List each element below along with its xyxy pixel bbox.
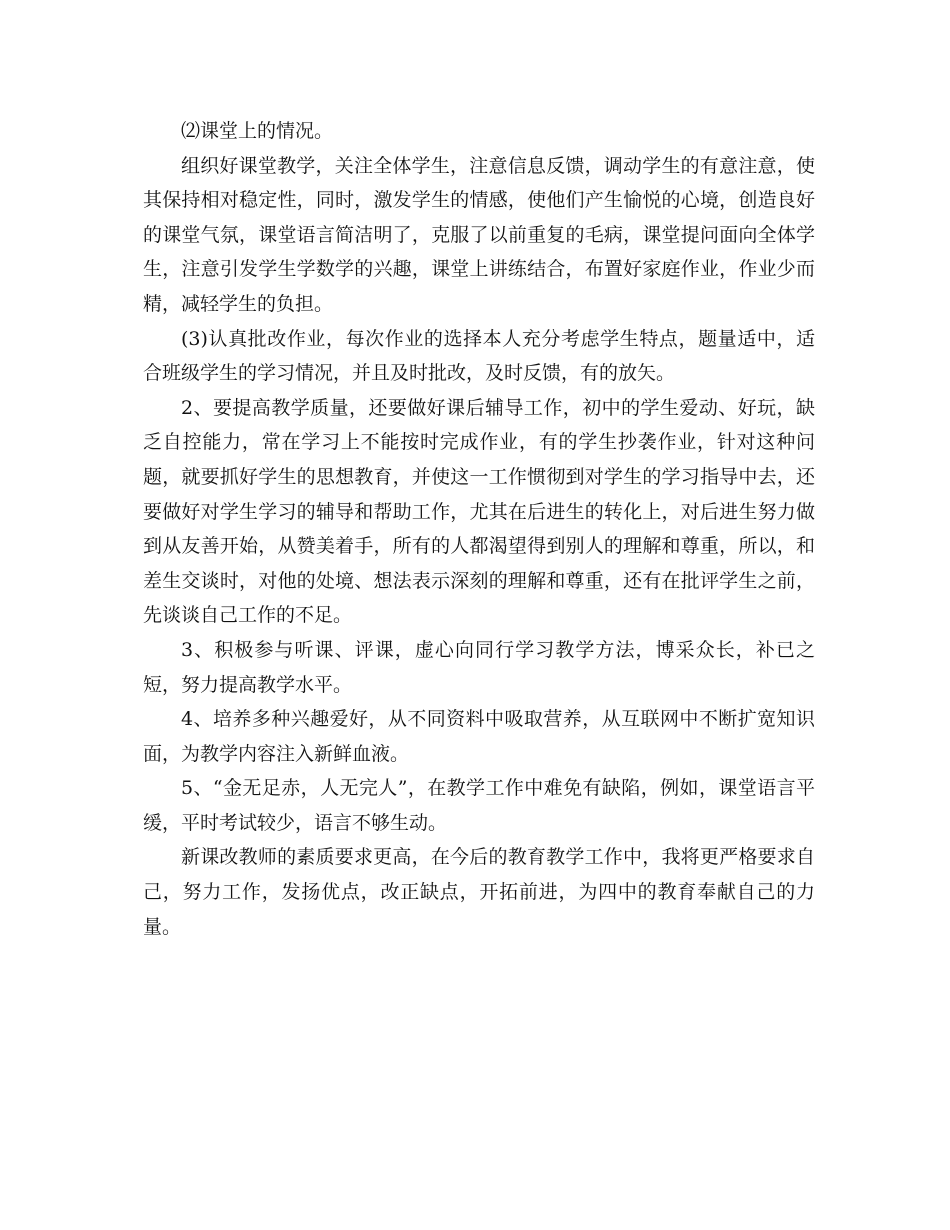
paragraph-conclusion: 新课改教师的素质要求更高，在今后的教育教学工作中，我将更严格要求自己，努力工作，发扬优点，改正缺点，开拓前进，为四中的教育奉献自己的力量。 (143, 846, 815, 938)
paragraph-organize-teaching: 组织好课堂教学，关注全体学生，注意信息反馈，调动学生的有意注意，使其保持相对稳定性，同时，激发学生的情感，使他们产生愉悦的心境，创造良好的课堂气氛，课堂语言简洁明了，克服了以前重复的毛病，课堂提问面向全体学生，注意引发学生学数学的兴趣，课堂上讲练结合，布置好家庭作业，作业少而精，减轻学生的负担。 (143, 154, 815, 315)
paragraph-peer-learning: 3、积极参与听课、评课，虚心向同行学习教学方法，博采众长，补已之短，努力提高教学水平。 (143, 638, 815, 696)
paragraph-after-class-tutoring: 2、要提高教学质量，还要做好课后辅导工作，初中的学生爱动、好玩，缺乏自控能力，常在学习上不能按时完成作业，有的学生抄袭作业，针对这种问题，就要抓好学生的思想教育，并使这一工作惯彻到对学生的学习指导中去，还要做好对学生学习的辅导和帮助工作，尤其在后进生的转化上，对后进生努力做到从友善开始，从赞美着手，所有的人都渴望得到别人的理解和尊重，所以，和差生交谈时，对他的处境、想法表示深刻的理解和尊重，还有在批评学生之前，先谈谈自己工作的不足。 (143, 396, 815, 627)
paragraph-interests: 4、培养多种兴趣爱好，从不同资料中吸取营养，从互联网中不断扩宽知识面，为教学内容注入新鲜血液。 (143, 708, 815, 765)
paragraph-grading-homework: (3)认真批改作业，每次作业的选择本人充分考虑学生特点，题量适中，适合班级学生的学习情况，并且及时批改，及时反馈，有的放矢。 (143, 327, 815, 385)
paragraph-shortcomings: 5、“金无足赤，人无完人”，在教学工作中难免有缺陷，例如，课堂语言平缓，平时考试较少，语言不够生动。 (143, 777, 815, 834)
paragraph-classroom-situation: ⑵课堂上的情况。 (181, 120, 334, 142)
document-body (143, 114, 815, 944)
